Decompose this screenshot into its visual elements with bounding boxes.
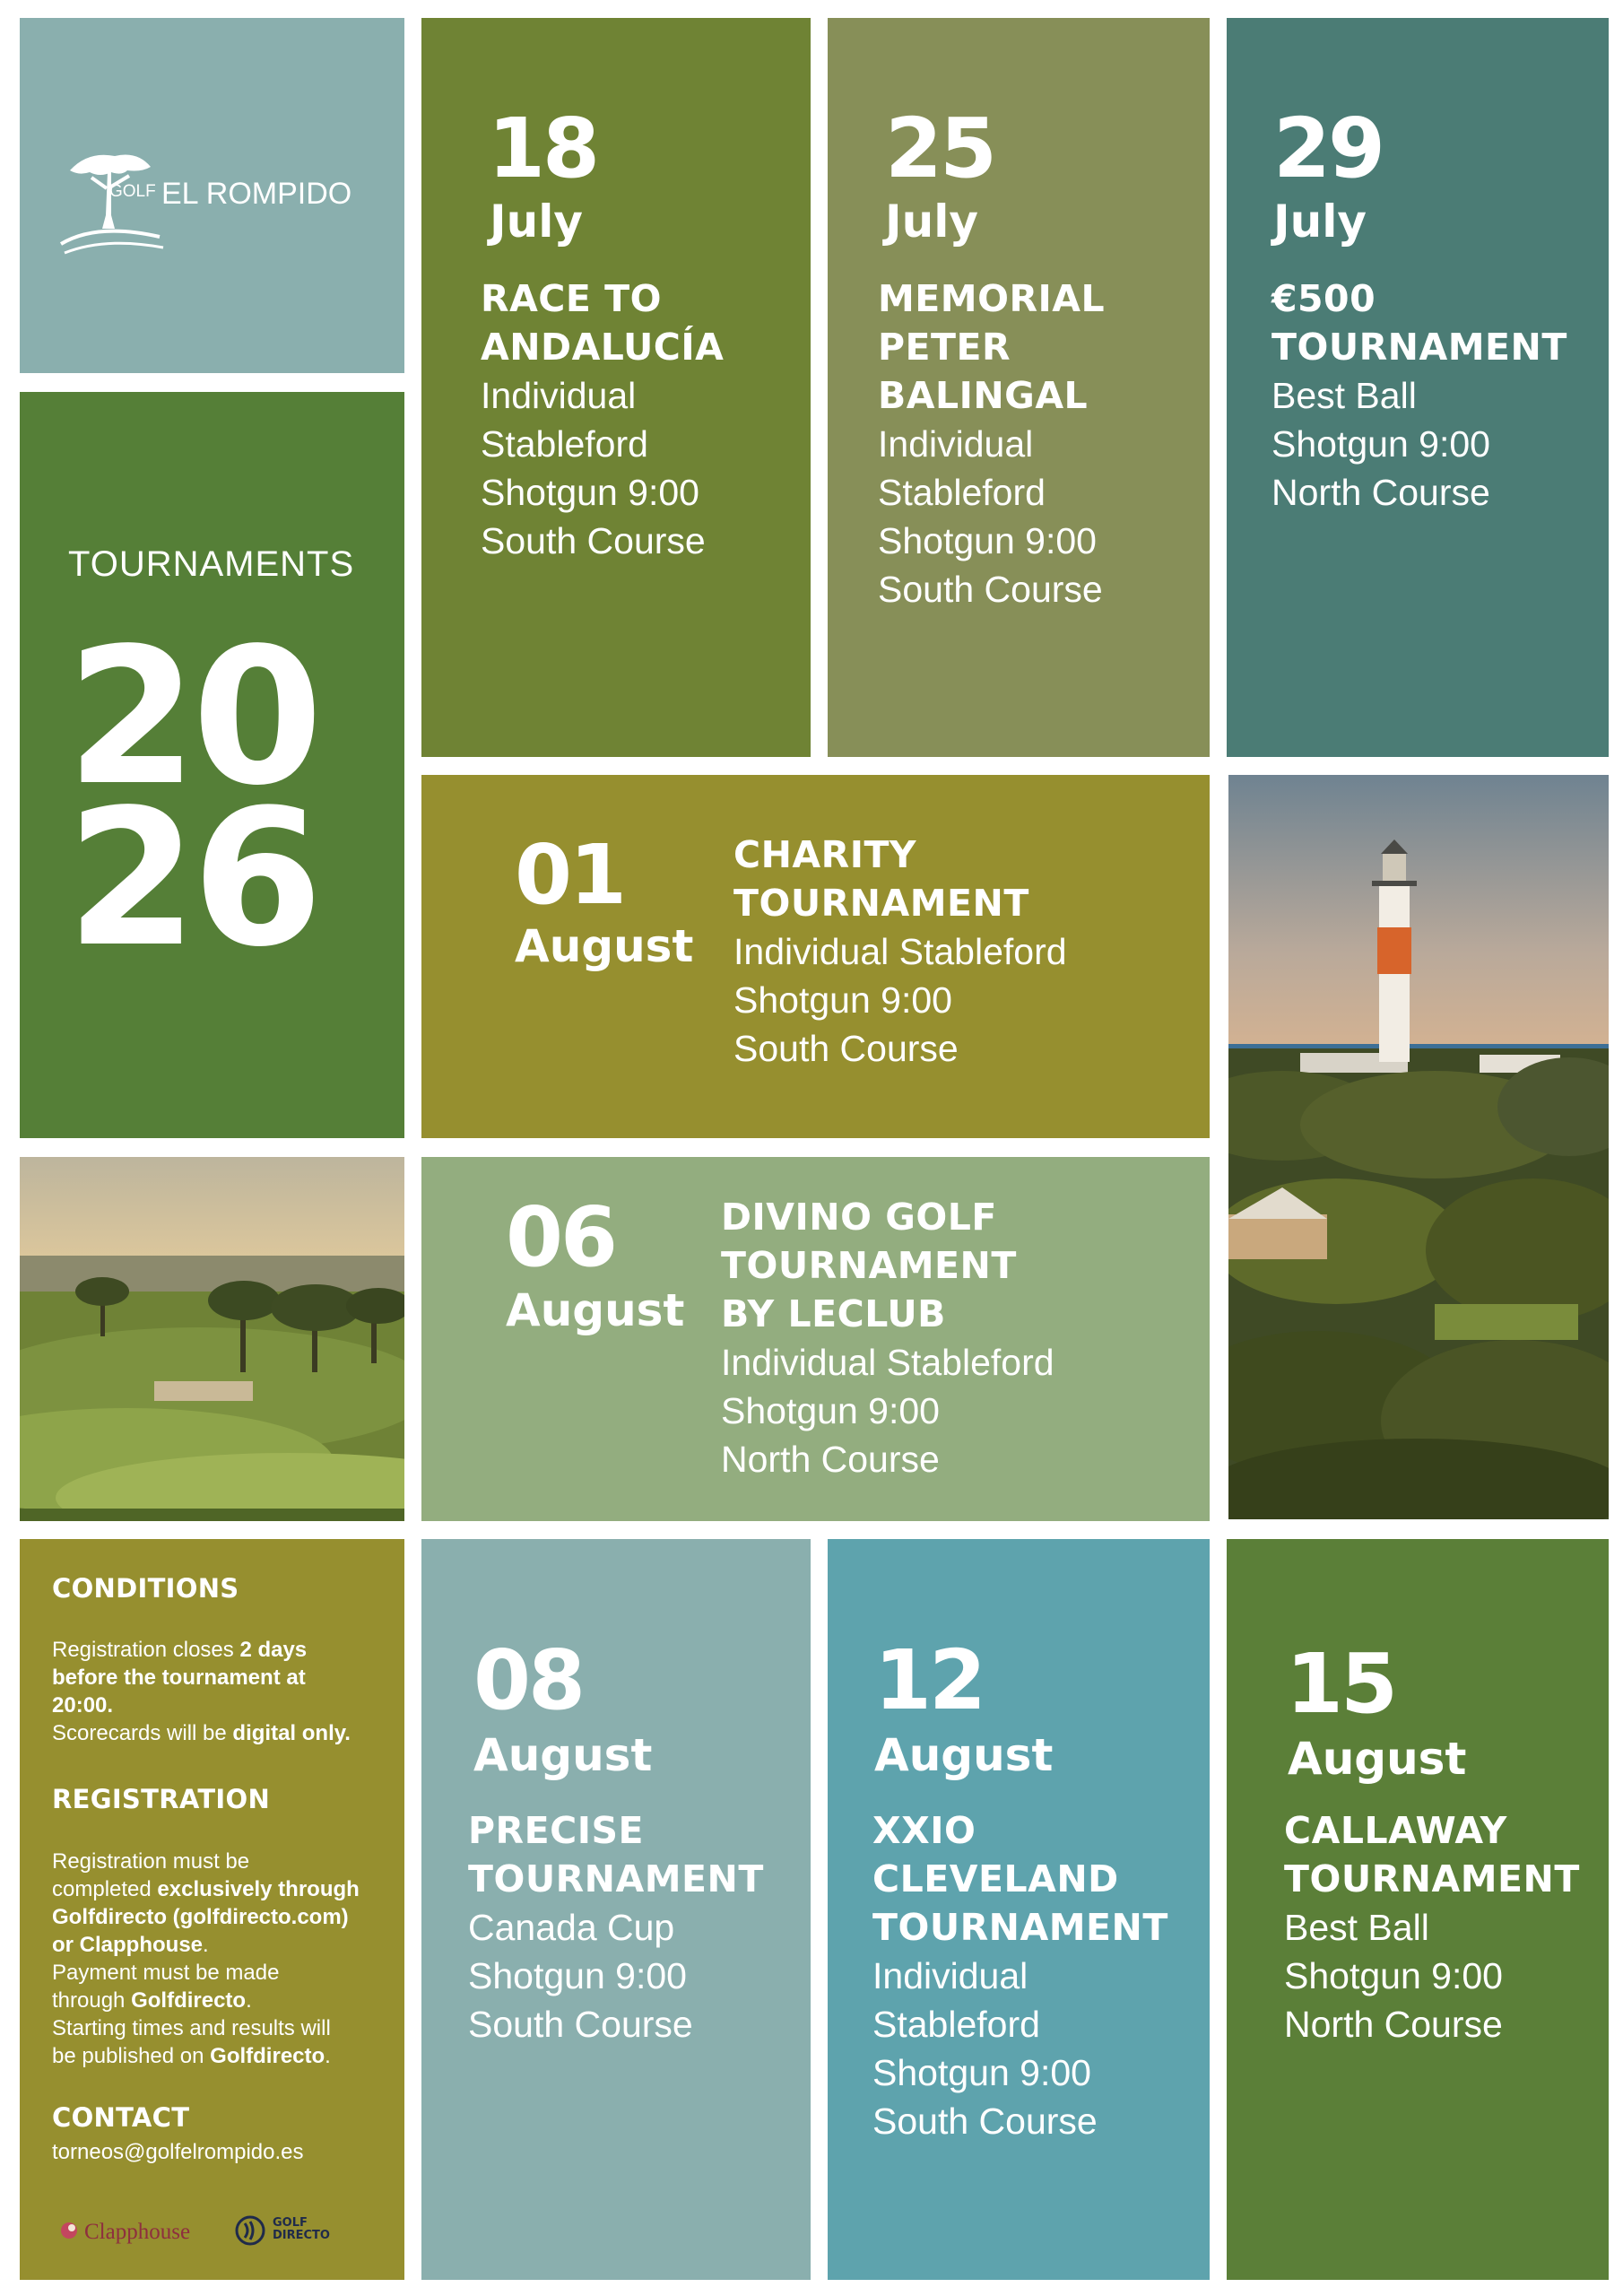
event-day: 01 — [515, 827, 625, 923]
registration-line: . — [246, 1988, 252, 2013]
event-detail: Canada Cup — [468, 1907, 675, 1948]
registration-line: through — [52, 1988, 132, 2013]
event-card-6 — [828, 1539, 1210, 2280]
event-detail: Individual Stableford — [721, 1342, 1055, 1383]
event-detail: Shotgun 9:00 — [733, 979, 952, 1021]
registration-heading: REGISTRATION — [52, 1784, 271, 1814]
event-month: August — [473, 1729, 653, 1781]
event-name-line: BALINGAL — [878, 374, 1089, 417]
event-detail: South Course — [872, 2100, 1098, 2142]
event-detail: North Course — [721, 1439, 940, 1480]
golf-directo-logo-text-top: GOLF — [273, 2216, 308, 2230]
event-day: 25 — [885, 100, 995, 196]
event-month: July — [490, 196, 583, 248]
pine-tree-logo-icon — [52, 144, 169, 260]
event-detail: Individual — [878, 423, 1034, 465]
event-name-line: CALLAWAY — [1284, 1809, 1507, 1852]
conditions-panel — [20, 1539, 404, 2280]
event-name-line: TOURNAMENT — [872, 1906, 1168, 1949]
event-name-line: TOURNAMENT — [1271, 326, 1567, 369]
event-name-line: TOURNAMENT — [733, 882, 1029, 925]
event-day: 29 — [1273, 100, 1384, 196]
event-name-line: TOURNAMENT — [721, 1244, 1017, 1287]
event-name-line: BY LECLUB — [721, 1292, 946, 1335]
year-bottom: 26 — [66, 769, 318, 988]
logo-tile — [20, 18, 404, 373]
event-name-line: €500 — [1271, 277, 1376, 320]
lighthouse-photo — [1228, 775, 1609, 1519]
event-name-line: PETER — [878, 326, 1011, 369]
event-name-line: CHARITY — [733, 833, 917, 876]
registration-bold: Golfdirecto — [131, 1988, 247, 2013]
event-card-1 — [828, 18, 1210, 757]
event-detail: Stableford — [878, 472, 1046, 513]
conditions-text — [52, 1636, 384, 1747]
event-card-7 — [1227, 1539, 1609, 2280]
event-detail: South Course — [733, 1028, 959, 1069]
event-detail: Individual — [481, 375, 637, 416]
registration-line: Starting times and results will — [52, 2016, 331, 2040]
event-detail: Shotgun 9:00 — [872, 2052, 1091, 2093]
registration-line: . — [325, 2044, 331, 2068]
event-day: 15 — [1286, 1636, 1396, 1732]
event-detail: Stableford — [481, 423, 648, 465]
clapphouse-logo-icon — [59, 2221, 79, 2240]
golf-directo-logo-text-bottom: DIRECTO — [273, 2229, 330, 2242]
event-day: 08 — [473, 1632, 584, 1728]
registration-line: Registration must be — [52, 1849, 250, 1874]
event-name-line: TOURNAMENT — [1284, 1857, 1580, 1900]
conditions-line: Scorecards will be — [52, 1721, 233, 1745]
event-card-4 — [421, 1157, 1210, 1521]
event-month: August — [874, 1729, 1054, 1781]
conditions-bold: digital only. — [232, 1721, 351, 1745]
logo-name: EL ROMPIDO — [161, 177, 352, 211]
registration-line: completed — [52, 1877, 158, 1901]
year-top: 20 — [66, 607, 318, 827]
event-name-line: MEMORIAL — [878, 277, 1106, 320]
registration-line: Payment must be made — [52, 1961, 280, 1985]
event-detail: Stableford — [872, 2004, 1040, 2045]
event-name-line: TOURNAMENT — [468, 1857, 764, 1900]
event-detail: North Course — [1271, 472, 1490, 513]
event-month: August — [506, 1284, 685, 1336]
event-name-line: XXIO — [872, 1809, 976, 1852]
event-detail: South Course — [468, 2004, 693, 2045]
event-day: 18 — [488, 100, 598, 196]
event-detail: Individual Stableford — [733, 931, 1067, 972]
event-detail: South Course — [481, 520, 706, 561]
event-day: 06 — [506, 1189, 616, 1285]
event-detail: South Course — [878, 569, 1103, 610]
event-detail: Shotgun 9:00 — [1284, 1955, 1503, 1996]
event-month: July — [885, 196, 978, 248]
registration-bold: Golfdirecto — [210, 2044, 325, 2068]
event-name-line: CLEVELAND — [872, 1857, 1119, 1900]
event-name-line: DIVINO GOLF — [721, 1196, 997, 1239]
registration-line: be published on — [52, 2044, 211, 2068]
registration-line: . — [203, 1933, 209, 1957]
hero-tile — [20, 392, 404, 1138]
event-name-line: RACE TO — [481, 277, 662, 320]
registration-bold: Golfdirecto (golfdirecto.com) — [52, 1905, 349, 1929]
contact-heading: CONTACT — [52, 2102, 190, 2133]
event-month: July — [1273, 196, 1367, 248]
event-name-line: ANDALUCÍA — [481, 326, 725, 369]
contact-email[interactable]: torneos@golfelrompido.es — [52, 2140, 304, 2164]
event-detail: Shotgun 9:00 — [481, 472, 699, 513]
event-detail: Best Ball — [1271, 375, 1417, 416]
registration-text — [52, 1848, 384, 2070]
event-card-5 — [421, 1539, 811, 2280]
conditions-bold: before the tournament at — [52, 1665, 306, 1690]
event-month: August — [1288, 1733, 1467, 1785]
conditions-heading: CONDITIONS — [52, 1573, 239, 1604]
event-detail: North Course — [1284, 2004, 1503, 2045]
event-detail: Shotgun 9:00 — [878, 520, 1097, 561]
event-card-0 — [421, 18, 811, 757]
event-detail: Shotgun 9:00 — [468, 1955, 687, 1996]
event-detail: Individual — [872, 1955, 1028, 1996]
event-month: August — [515, 920, 694, 972]
golf-directo-logo-icon — [235, 2215, 265, 2246]
tournaments-heading: TOURNAMENTS — [68, 544, 355, 584]
event-detail: Shotgun 9:00 — [721, 1390, 940, 1431]
event-detail: Best Ball — [1284, 1907, 1429, 1948]
event-day: 12 — [874, 1632, 985, 1728]
event-card-2 — [1227, 18, 1609, 757]
event-detail: Shotgun 9:00 — [1271, 423, 1490, 465]
conditions-bold: 2 days — [239, 1638, 308, 1662]
event-name-line: PRECISE — [468, 1809, 645, 1852]
clapphouse-logo-text: Clapphouse — [84, 2220, 191, 2244]
conditions-line: Registration closes — [52, 1638, 240, 1662]
golf-course-photo — [20, 1157, 404, 1521]
logo-small-text: GOLF — [109, 182, 156, 201]
registration-bold: exclusively through — [157, 1877, 360, 1901]
event-card-3 — [421, 775, 1210, 1138]
registration-bold: or Clapphouse — [52, 1933, 204, 1957]
conditions-bold: 20:00. — [52, 1693, 114, 1718]
